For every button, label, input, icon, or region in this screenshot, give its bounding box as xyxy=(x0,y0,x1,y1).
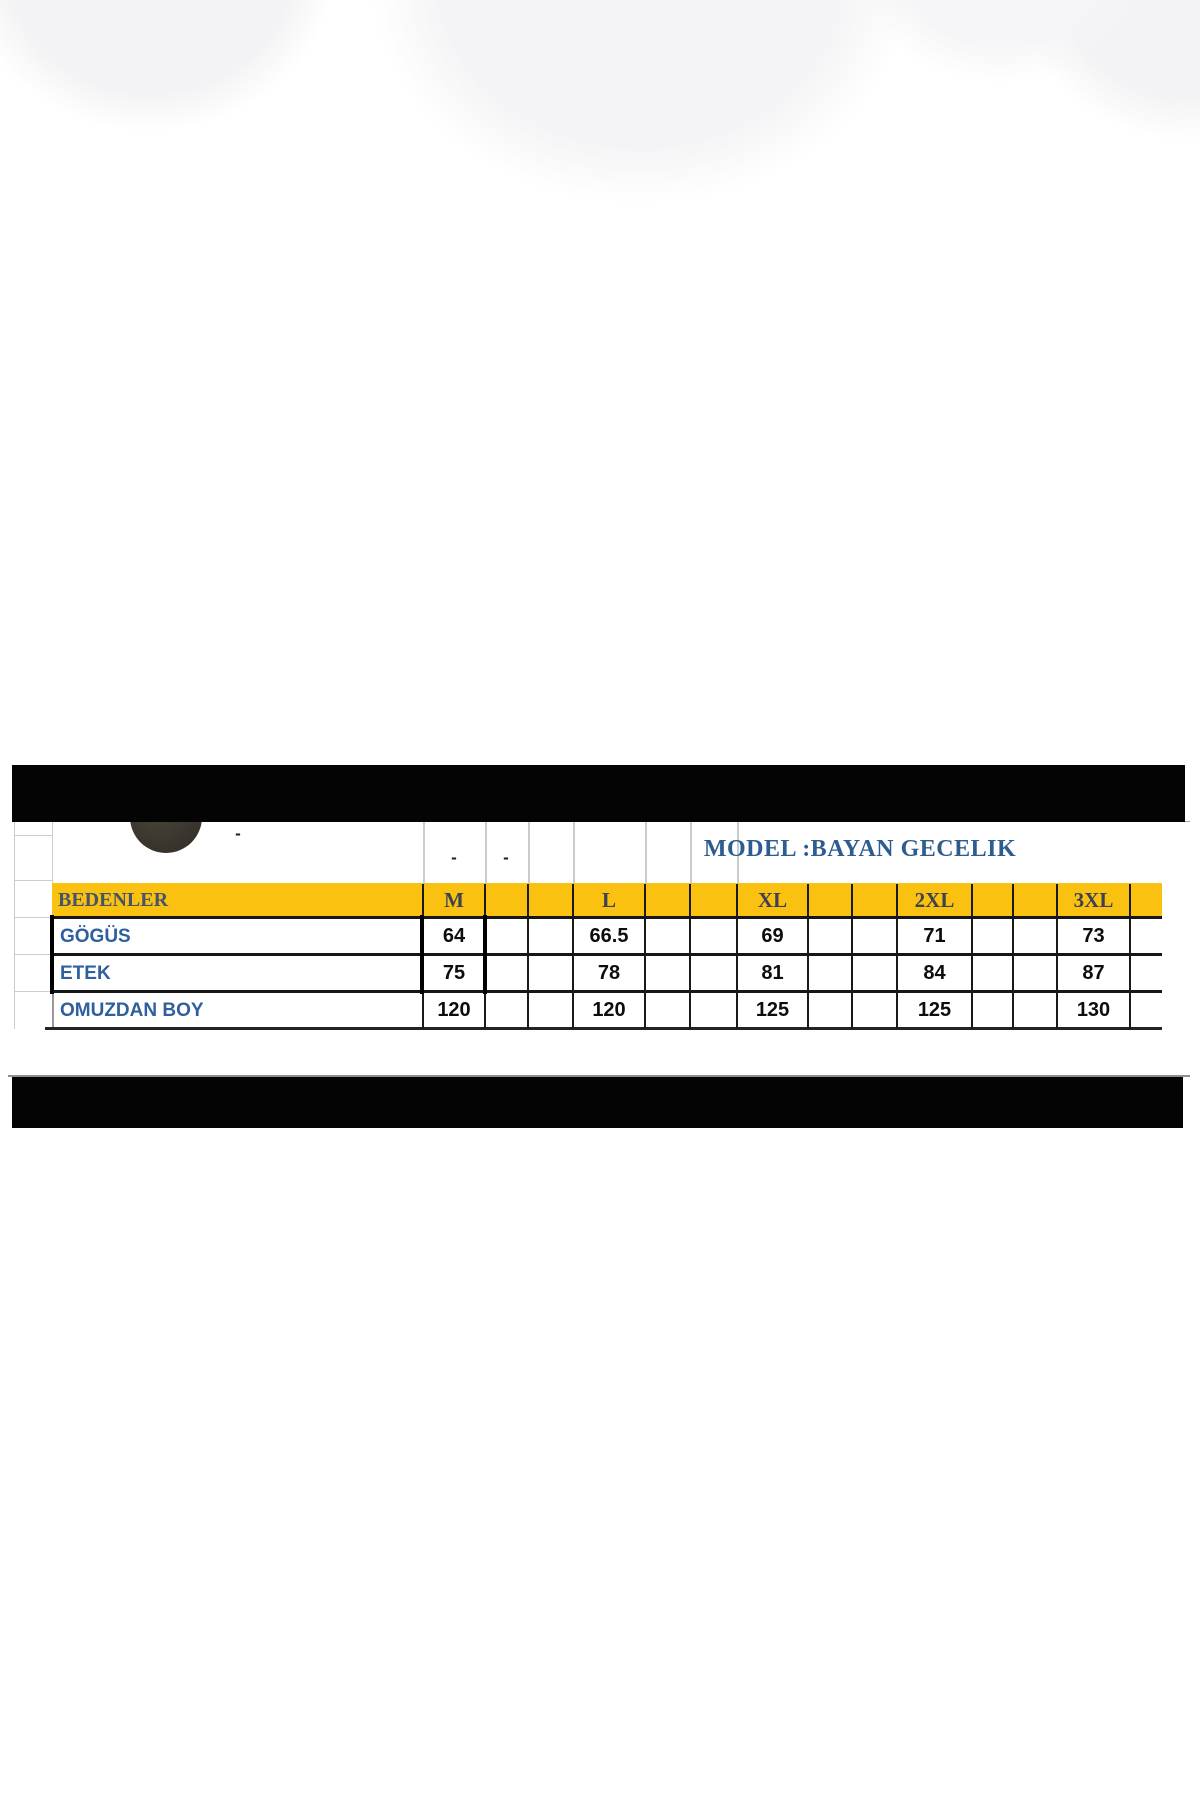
value-gogus-l: 66.5 xyxy=(589,925,629,947)
gutter-right-gridline xyxy=(52,822,53,883)
gutter-row-line xyxy=(14,880,52,881)
model-title: MODEL :BAYAN GECELIK xyxy=(703,836,1017,862)
gutter-row-line xyxy=(14,917,52,918)
value-boy-3xl: 130 xyxy=(1076,999,1111,1021)
value-etek-2xl: 84 xyxy=(923,962,946,984)
gutter-row-line xyxy=(14,991,52,992)
value-boy-m: 120 xyxy=(437,999,471,1021)
column-border xyxy=(851,918,853,1029)
value-gogus-xl: 69 xyxy=(761,925,784,947)
header-separator xyxy=(851,884,853,918)
bedenler-header-label: BEDENLER xyxy=(58,889,169,911)
dash-mark: - xyxy=(503,848,509,867)
value-gogus-3xl: 73 xyxy=(1082,925,1105,947)
gutter-row-line xyxy=(14,835,52,836)
header-separator xyxy=(1012,884,1014,918)
value-boy-2xl: 125 xyxy=(917,999,952,1021)
dash-mark: - xyxy=(451,848,457,867)
dash-mark: - xyxy=(235,824,241,843)
size-col-l: L xyxy=(601,888,616,912)
column-border xyxy=(1012,918,1014,1029)
size-col-m: M xyxy=(444,888,464,912)
size-col-3xl: 3XL xyxy=(1073,888,1114,912)
row-label-gogus: GÖGÜS xyxy=(60,926,131,947)
header-separator xyxy=(527,884,529,918)
faded-photo-top xyxy=(0,0,1200,300)
value-etek-m: 75 xyxy=(442,962,466,984)
value-gogus-m: 64 xyxy=(442,925,466,947)
gutter-left-gridline xyxy=(14,822,15,1029)
size-col-2xl: 2XL xyxy=(914,888,955,912)
column-gridline xyxy=(485,822,487,883)
value-etek-l: 78 xyxy=(597,962,621,984)
header-separator xyxy=(689,884,691,918)
value-gogus-2xl: 71 xyxy=(923,925,946,947)
value-etek-3xl: 87 xyxy=(1082,962,1105,984)
row-label-etek: ETEK xyxy=(60,963,111,984)
redaction-band-bottom xyxy=(12,1077,1183,1128)
column-gridline xyxy=(423,822,425,883)
column-gridline xyxy=(645,822,647,883)
thick-border-left xyxy=(50,915,54,994)
redaction-band-top xyxy=(12,765,1185,822)
value-boy-l: 120 xyxy=(592,999,626,1021)
value-etek-xl: 81 xyxy=(761,962,784,984)
gutter-row-line xyxy=(14,954,52,955)
column-gridline xyxy=(573,822,575,883)
row-label-omuzdan-boy: OMUZDAN BOY xyxy=(60,1000,204,1021)
column-border xyxy=(527,918,529,1029)
last-row-left-edge xyxy=(52,992,54,1029)
value-boy-xl: 125 xyxy=(755,999,790,1021)
size-col-xl: XL xyxy=(757,888,788,912)
column-gridline xyxy=(528,822,530,883)
column-border xyxy=(689,918,691,1029)
